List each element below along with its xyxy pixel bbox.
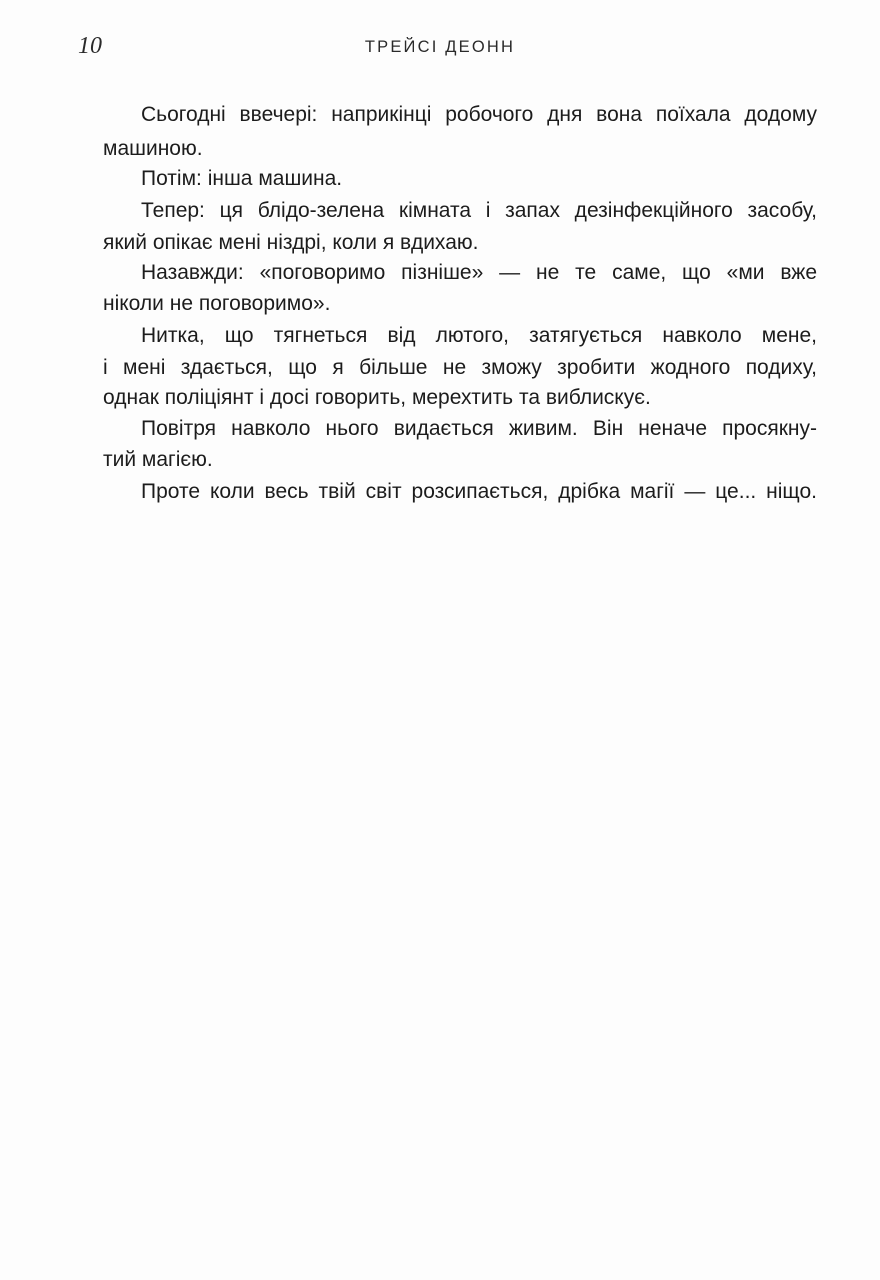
text-line: Нитка, що тягнеться від лютого, затягується навколо мене, bbox=[141, 324, 817, 347]
text-line: який опікає мені ніздрі, коли я вдихаю. bbox=[103, 231, 479, 254]
text-line: ніколи не поговоримо». bbox=[103, 292, 331, 315]
text-line: Тепер: ця блідо-зелена кімната і запах дезінфекційного засобу, bbox=[141, 199, 817, 222]
text-line: машиною. bbox=[103, 137, 203, 160]
text-line: однак поліціянт і досі говорить, мерехтить та виблискує. bbox=[103, 386, 651, 409]
text-line: Проте коли весь твій світ розсипається, дрібка магії — це... ніщо. bbox=[141, 480, 817, 503]
running-head-author: ТРЕЙСІ ДЕОНН bbox=[364, 38, 516, 56]
text-line: Сьогодні ввечері: наприкінці робочого дня вона поїхала додому bbox=[141, 103, 817, 126]
text-line: Потім: інша машина. bbox=[141, 167, 343, 190]
text-line: і мені здається, що я більше не зможу зробити жодного подиху, bbox=[103, 356, 817, 379]
text-line: Повітря навколо нього видається живим. Він неначе просякну- bbox=[141, 417, 817, 440]
text-line: тий магією. bbox=[103, 448, 213, 471]
page-number: 10 bbox=[78, 33, 102, 59]
text-line: Назавжди: «поговоримо пізніше» — не те саме, що «ми вже bbox=[141, 261, 817, 284]
